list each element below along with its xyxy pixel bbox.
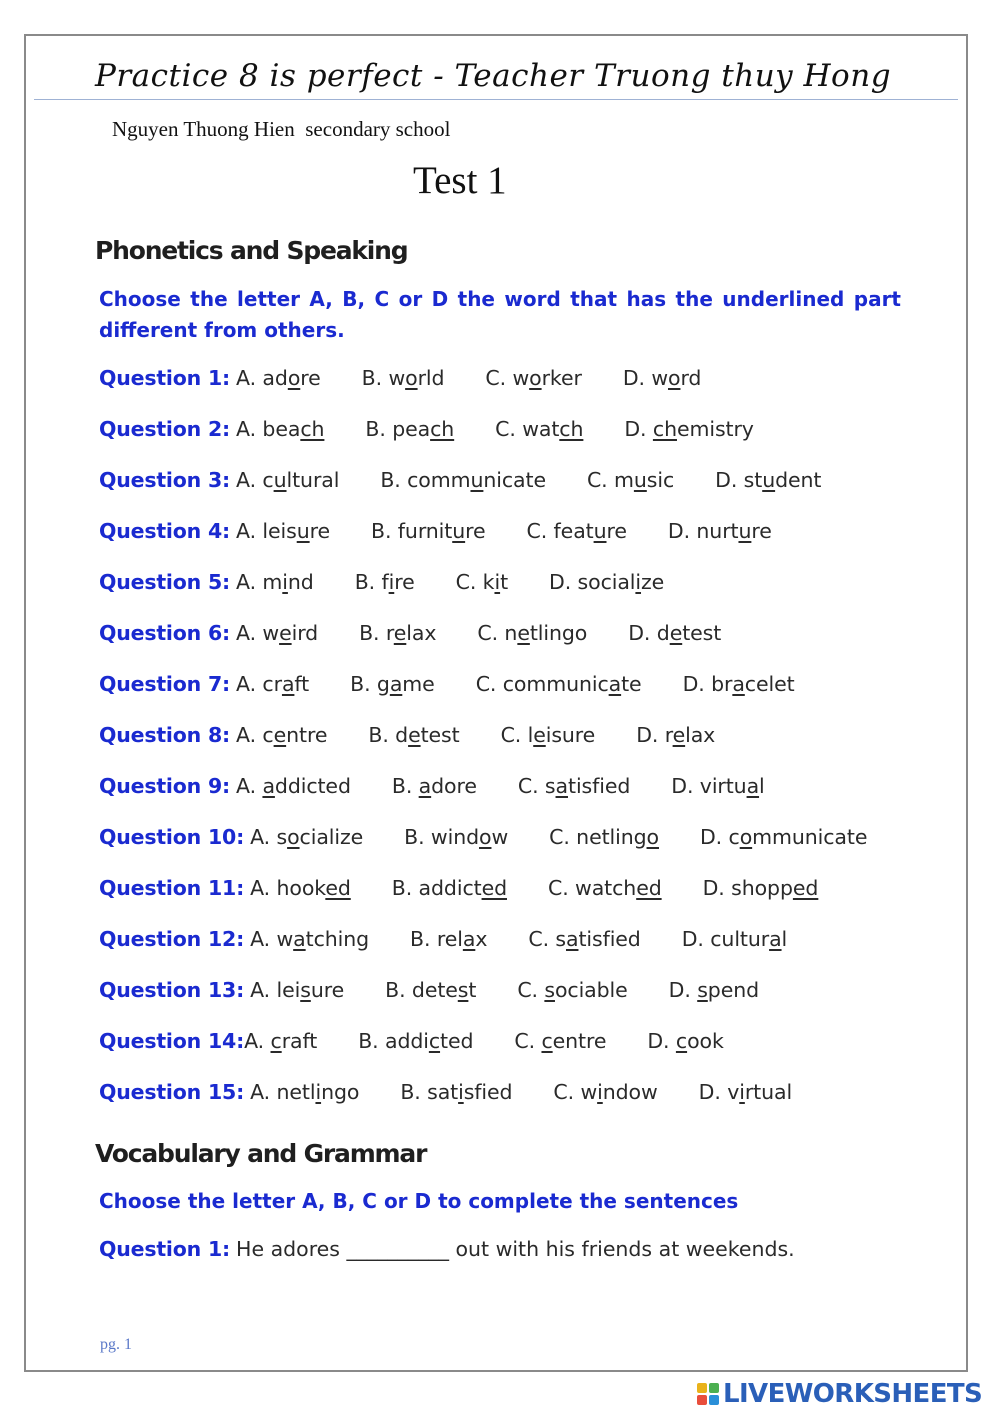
underlined-part: s [300, 978, 311, 1002]
option-text: B. r [359, 621, 394, 645]
question-row [99, 978, 800, 1010]
underlined-part: i [494, 570, 501, 594]
answer-option [671, 774, 764, 798]
option-text: ntre [286, 723, 328, 747]
option-text: isure [545, 723, 596, 747]
answer-option [647, 1029, 723, 1053]
header-rule [34, 99, 958, 100]
answer-option [628, 621, 721, 645]
underlined-part: a [566, 927, 579, 951]
option-text: C. [514, 1029, 542, 1053]
answer-option [236, 570, 314, 594]
underlined-part: o [405, 366, 418, 390]
option-text: ure [310, 978, 345, 1002]
option-text: x [475, 927, 488, 951]
answer-option [669, 978, 759, 1002]
option-text: D. [624, 417, 653, 441]
option-text: sfied [463, 1080, 513, 1104]
answer-option [380, 468, 546, 492]
liveworksheets-logo-text: LIVEWORKSHEETS [723, 1379, 983, 1409]
underlined-part: e [517, 621, 530, 645]
question-label: Question 15: [99, 1080, 245, 1104]
underlined-part: ch [430, 417, 455, 441]
option-text: A. lei [250, 978, 301, 1002]
answer-option [624, 417, 753, 441]
option-text: w [491, 825, 509, 849]
option-text: l [781, 927, 788, 951]
option-text: l [759, 774, 765, 798]
header-script-title: Practice 8 is perfect - Teacher Truong thuy Hong [95, 58, 892, 94]
option-text: C. communic [475, 672, 609, 696]
option-text: sic [646, 468, 675, 492]
answer-option [358, 1029, 473, 1053]
question-row [99, 825, 908, 857]
answer-option [549, 570, 664, 594]
underlined-part: o [739, 825, 753, 849]
logo-square-1 [697, 1383, 707, 1393]
answer-option [362, 366, 445, 390]
underlined-part: o [646, 825, 659, 849]
underlined-part: e [273, 723, 287, 747]
question-label: Question 13: [99, 978, 245, 1002]
underlined-part: e [669, 621, 683, 645]
option-text: test [682, 621, 722, 645]
option-text: ociable [554, 978, 628, 1002]
underlined-part: i [739, 1080, 745, 1104]
option-text: ft [294, 672, 310, 696]
question-label: Question 3: [99, 468, 231, 492]
question-label: Question 4: [99, 519, 231, 543]
page-number: pg. 1 [100, 1336, 132, 1353]
option-text: nicate [483, 468, 546, 492]
option-text: C. m [586, 468, 634, 492]
option-text: re [394, 570, 415, 594]
option-text: D. virtu [671, 774, 747, 798]
option-text: ltural [286, 468, 340, 492]
question-row [99, 672, 836, 704]
answer-option [410, 927, 487, 951]
option-text: B. dete [385, 978, 458, 1002]
answer-option [553, 1080, 657, 1104]
underlined-part: a [769, 927, 782, 951]
answer-option [528, 927, 640, 951]
option-text: D. nurt [667, 519, 739, 543]
question-text: He adores __________ out with his friends at weekends. [236, 1237, 795, 1261]
answer-option [549, 825, 659, 849]
answer-option [244, 1029, 317, 1053]
option-text: A. c [236, 723, 274, 747]
option-text: tisfied [568, 774, 631, 798]
option-text: A. [236, 774, 263, 798]
option-text: t [468, 978, 477, 1002]
underlined-part: c [541, 1029, 553, 1053]
option-text: tching [305, 927, 370, 951]
answer-option [250, 1080, 359, 1104]
answer-option [518, 774, 630, 798]
underlined-part: o [287, 825, 300, 849]
answer-option [392, 774, 477, 798]
answer-option [703, 876, 819, 900]
underlined-part: e [408, 723, 421, 747]
instruction-phonetics: Choose the letter A, B, C or D the word that has the underlined part different from others. [99, 287, 901, 342]
option-text: D. social [549, 570, 636, 594]
underlined-part: a [418, 774, 432, 798]
option-text: rker [541, 366, 582, 390]
question-label: Question 7: [99, 672, 231, 696]
option-text: C. s [528, 927, 566, 951]
liveworksheets-icon [697, 1383, 719, 1405]
option-text: B. [391, 774, 419, 798]
question-row [99, 519, 813, 551]
answer-option [250, 876, 351, 900]
school-name: Nguyen Thuong Hien secondary school [112, 117, 451, 141]
option-text: tisfied [578, 927, 641, 951]
underlined-part: e [393, 621, 407, 645]
option-text: B. d [368, 723, 409, 747]
answer-option [365, 417, 454, 441]
underlined-part: a [732, 672, 745, 696]
underlined-part: ed [481, 876, 507, 900]
section-heading-phonetics: Phonetics and Speaking [95, 236, 408, 265]
answer-option [236, 366, 321, 390]
question-row [99, 366, 742, 398]
answer-option [359, 621, 436, 645]
logo-square-2 [709, 1383, 719, 1393]
option-text: nd [287, 570, 314, 594]
answer-option [715, 468, 821, 492]
option-text: C. s [517, 774, 556, 798]
option-text: ook [687, 1029, 724, 1053]
underlined-part: s [544, 978, 555, 1002]
option-text: A. bea [236, 417, 301, 441]
answer-option [236, 519, 330, 543]
answer-option [368, 723, 459, 747]
option-text: A. s [250, 825, 288, 849]
option-text: A. w [236, 621, 280, 645]
option-text: C. feat [526, 519, 594, 543]
underlined-part: a [746, 774, 760, 798]
answer-option [400, 1080, 512, 1104]
question-label: Question 10: [99, 825, 245, 849]
underlined-part: e [533, 723, 546, 747]
underlined-part: o [668, 366, 681, 390]
option-text: D. c [699, 825, 740, 849]
answer-option [371, 519, 486, 543]
option-text: celet [744, 672, 795, 696]
option-text: re [606, 519, 627, 543]
option-text: A. netl [250, 1080, 316, 1104]
option-text: A. c [236, 468, 274, 492]
option-text: A. cr [236, 672, 282, 696]
section-heading-vocabulary: Vocabulary and Grammar [95, 1139, 427, 1168]
option-text: cialize [299, 825, 364, 849]
underlined-part: s [697, 978, 708, 1002]
question-label: Question 14: [99, 1029, 245, 1053]
underlined-part: ed [325, 876, 351, 900]
option-text: ze [641, 570, 665, 594]
answer-option [236, 417, 324, 441]
answer-option [404, 825, 508, 849]
option-text: D. d [628, 621, 670, 645]
underlined-part: a [462, 927, 476, 951]
option-text: D. v [698, 1080, 740, 1104]
underlined-part: o [287, 366, 301, 390]
underlined-part: i [388, 570, 395, 594]
option-text: C. watch [548, 876, 637, 900]
question-row [99, 621, 762, 653]
option-text: dore [431, 774, 477, 798]
option-text: C. netling [549, 825, 647, 849]
answer-option [355, 570, 415, 594]
underlined-part: u [593, 519, 607, 543]
question-row [99, 570, 705, 602]
option-text: B. f [354, 570, 389, 594]
option-text: B. addi [358, 1029, 429, 1053]
option-text: D. r [636, 723, 673, 747]
question-row [99, 927, 828, 959]
answer-option [250, 978, 344, 1002]
answer-option [236, 672, 309, 696]
option-text: D. [668, 978, 698, 1002]
option-text: mmunicate [752, 825, 868, 849]
question-label: Question 9: [99, 774, 231, 798]
option-text: me [402, 672, 435, 696]
option-text: re [309, 519, 331, 543]
option-text: B. furnit [371, 519, 453, 543]
underlined-part: u [273, 468, 287, 492]
underlined-part: c [270, 1029, 282, 1053]
underlined-part: ed [636, 876, 662, 900]
option-text: B. sat [400, 1080, 459, 1104]
option-text: B. comm [380, 468, 471, 492]
answer-option [250, 927, 369, 951]
option-text: B. w [361, 366, 406, 390]
underlined-part: ch [652, 417, 677, 441]
option-text: C. w [485, 366, 530, 390]
option-text: C. w [553, 1080, 598, 1104]
option-text: ndow [602, 1080, 658, 1104]
option-text: A. w [250, 927, 294, 951]
option-text: C. k [455, 570, 495, 594]
answer-option [456, 570, 508, 594]
question-label: Question 6: [99, 621, 231, 645]
option-text: ddicted [274, 774, 351, 798]
option-text: ted [440, 1029, 474, 1053]
underlined-part: u [296, 519, 310, 543]
underlined-part: a [293, 927, 306, 951]
option-text: C. n [477, 621, 518, 645]
answer-option [587, 468, 674, 492]
option-text: t [500, 570, 509, 594]
option-text: A. [244, 1029, 271, 1053]
answer-option [517, 978, 627, 1002]
question-row [99, 1029, 765, 1061]
answer-option [527, 519, 627, 543]
answer-option [623, 366, 702, 390]
liveworksheets-logo[interactable] [697, 1378, 982, 1410]
answer-option [236, 468, 339, 492]
option-text: rtual [744, 1080, 793, 1104]
answer-option [485, 366, 581, 390]
option-text: ird [291, 621, 319, 645]
question-row [99, 1080, 833, 1112]
underlined-part: a [281, 672, 295, 696]
underlined-part: u [762, 468, 776, 492]
option-text: re [465, 519, 486, 543]
question-label: Question 1: [99, 1237, 231, 1261]
option-text: D. w [622, 366, 668, 390]
option-text: test [420, 723, 460, 747]
option-text: A. leis [236, 519, 297, 543]
answer-option [236, 621, 318, 645]
answer-option [477, 621, 587, 645]
option-text: lax [406, 621, 437, 645]
underlined-part: o [529, 366, 542, 390]
question-label: Question 1: [99, 366, 231, 390]
option-text: rld [417, 366, 445, 390]
underlined-part: i [635, 570, 642, 594]
question-label: Question 8: [99, 723, 231, 747]
answer-option [548, 876, 662, 900]
option-text: tlingo [529, 621, 588, 645]
option-text: C. l [500, 723, 534, 747]
underlined-part: i [597, 1080, 603, 1104]
underlined-part: i [315, 1080, 322, 1104]
test-title: Test 1 [413, 159, 507, 202]
option-text: D. cultur [681, 927, 770, 951]
question-label: Question 11: [99, 876, 245, 900]
answer-option [700, 825, 867, 849]
option-text: B. rel [410, 927, 463, 951]
option-text: B. pea [365, 417, 431, 441]
vocabulary-question-row [99, 1237, 795, 1269]
underlined-part: c [675, 1029, 688, 1053]
answer-option [668, 519, 772, 543]
instruction-vocabulary: Choose the letter A, B, C or D to complete the sentences [99, 1189, 739, 1213]
underlined-part: i [282, 570, 288, 594]
answer-option [514, 1029, 606, 1053]
option-text: re [751, 519, 772, 543]
option-text: ngo [321, 1080, 360, 1104]
option-text: rd [680, 366, 702, 390]
answer-option [236, 723, 327, 747]
option-text: C. [517, 978, 545, 1002]
question-row [99, 876, 859, 908]
underlined-part: u [452, 519, 466, 543]
underlined-part: a [389, 672, 403, 696]
underlined-part: u [738, 519, 752, 543]
option-text: B. addict [391, 876, 482, 900]
underlined-part: s [457, 978, 469, 1002]
option-text: emistry [676, 417, 754, 441]
option-text: te [621, 672, 642, 696]
answer-option [392, 876, 507, 900]
option-text: re [300, 366, 321, 390]
answer-option [250, 825, 363, 849]
answer-option [495, 417, 583, 441]
option-text: lax [685, 723, 716, 747]
option-text: A. m [236, 570, 283, 594]
answer-option [501, 723, 596, 747]
underlined-part: u [470, 468, 484, 492]
answer-option [682, 927, 787, 951]
question-row [99, 723, 756, 755]
underlined-part: i [458, 1080, 464, 1104]
answer-option [636, 723, 715, 747]
question-label: Question 2: [99, 417, 231, 441]
answer-option [699, 1080, 792, 1104]
option-text: D. [647, 1029, 676, 1053]
underlined-part: a [608, 672, 622, 696]
underlined-part: ch [300, 417, 325, 441]
underlined-part: c [428, 1029, 441, 1053]
option-text: D. shopp [702, 876, 793, 900]
option-text: D. st [715, 468, 763, 492]
option-text: entre [552, 1029, 607, 1053]
answer-option [683, 672, 795, 696]
underlined-part: a [555, 774, 568, 798]
answer-option [236, 774, 351, 798]
underlined-part: u [633, 468, 647, 492]
underlined-part: ch [559, 417, 584, 441]
question-row [99, 468, 862, 500]
answer-option [385, 978, 476, 1002]
underlined-part: ed [792, 876, 819, 900]
logo-square-3 [697, 1395, 707, 1405]
option-text: dent [775, 468, 822, 492]
underlined-part: e [279, 621, 292, 645]
underlined-part: o [479, 825, 492, 849]
option-text: raft [281, 1029, 318, 1053]
question-row [99, 774, 806, 806]
option-text: D. br [682, 672, 733, 696]
underlined-part: e [672, 723, 686, 747]
question-label: Question 5: [99, 570, 231, 594]
option-text: B. g [350, 672, 390, 696]
answer-option [476, 672, 642, 696]
option-text: A. ad [236, 366, 288, 390]
option-text: B. wind [404, 825, 480, 849]
option-text: pend [707, 978, 760, 1002]
answer-option [350, 672, 435, 696]
question-row [99, 417, 795, 449]
option-text: A. hook [250, 876, 326, 900]
underlined-part: a [262, 774, 275, 798]
logo-square-4 [709, 1395, 719, 1405]
option-text: C. wat [495, 417, 560, 441]
question-label: Question 12: [99, 927, 245, 951]
